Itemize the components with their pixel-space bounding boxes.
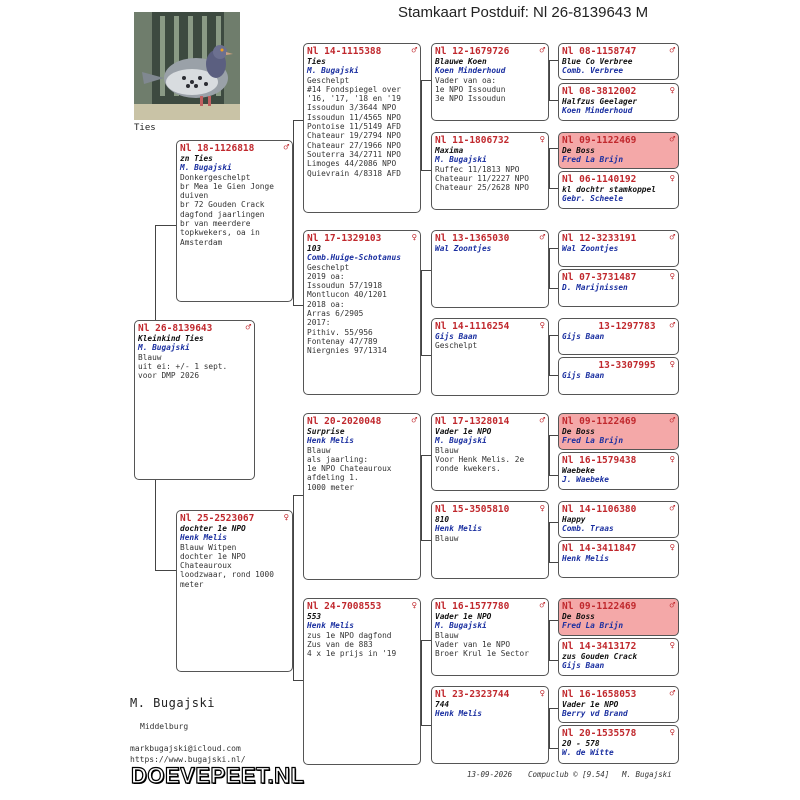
sex-icon: ♀ — [411, 233, 417, 243]
ring-number: Nl 14-1116254 — [435, 321, 510, 332]
owner-name: M. Bugajski — [180, 163, 232, 173]
sex-icon: ♂ — [539, 233, 545, 243]
sex-icon: ♀ — [539, 321, 545, 331]
pigeon-info: Geschelpt #14 Fondspiegel over '16, '17, '18 en '19 Issoudun 3/3644 NPO Issoudun 11/4565 NPO Pontoise 11/5149 AFD Chateaur 19/2794 NPO Chateaur 27/1966 NPO Souterra 34/2711 NPO Limoges 44/2086 NPO Quievrain 4/8318 AFD — [307, 75, 401, 178]
connector — [549, 60, 558, 61]
pigeon-card-mmm[interactable] — [431, 686, 549, 764]
pigeon-name: Surprise — [307, 427, 345, 436]
owner-name: Koen Minderhoud — [435, 66, 506, 76]
connector — [549, 100, 558, 101]
pigeon-name: Blauwe Koen — [435, 57, 487, 66]
pigeon-name: kl dochtr stamkoppel — [562, 185, 656, 194]
owner-name: Fred La Brijn — [562, 436, 624, 446]
ring-number-row — [435, 46, 545, 57]
ring-number: Nl 26-8139643 — [138, 323, 213, 334]
pigeon-card-g4[interactable] — [558, 171, 679, 209]
pigeon-name: 103 — [307, 244, 322, 253]
ring-number: Nl 16-1658053 — [562, 689, 637, 700]
pigeon-name: 810 — [435, 515, 450, 524]
owner-name: D. Marijnissen — [562, 283, 628, 292]
sex-icon: ♂ — [539, 601, 545, 611]
connector — [293, 305, 303, 306]
pigeon-name: Vader 1e NPO — [562, 700, 619, 709]
owner-name: Comb. Verbree — [562, 66, 624, 76]
connector — [549, 522, 558, 523]
pigeon-card-g5[interactable] — [558, 230, 679, 267]
pigeon-name: De Boss — [562, 612, 595, 621]
pigeon-card-fff[interactable] — [431, 43, 549, 121]
ring-number: Nl 06-1140192 — [562, 174, 637, 185]
sex-icon: ♀ — [669, 174, 675, 184]
connector — [421, 455, 431, 456]
pigeon-card-mff[interactable] — [431, 413, 549, 491]
pigeon-name: Blue Co Verbree — [562, 57, 633, 66]
pigeon-name: Maxima — [435, 146, 464, 155]
pigeon-card-g1[interactable] — [558, 43, 679, 80]
connector — [549, 708, 558, 709]
connector — [155, 480, 156, 570]
ring-number-row — [307, 601, 417, 612]
pigeon-card-g6[interactable] — [558, 269, 679, 307]
connector — [421, 640, 422, 725]
connector — [421, 270, 422, 355]
pigeon-card-g9[interactable] — [558, 413, 679, 450]
sex-icon: ♀ — [669, 455, 675, 465]
owner-name: Koen Minderhoud — [562, 106, 633, 116]
sex-icon: ♂ — [669, 46, 675, 56]
sex-icon: ♂ — [669, 233, 675, 243]
sex-icon: ♀ — [539, 135, 545, 145]
watermark-logo: DOEVEPEET.NL — [131, 763, 305, 788]
pigeon-card-g7[interactable] — [558, 318, 679, 355]
ring-number: Nl 08-3812002 — [562, 86, 637, 97]
breeder-email-link[interactable]: markbugajski@icloud.com — [130, 744, 241, 753]
sex-icon: ♂ — [669, 601, 675, 611]
owner-contact-block — [130, 696, 246, 765]
connector — [549, 562, 558, 563]
footer-date: 13-09-2026 — [467, 770, 513, 779]
sex-icon: ♂ — [669, 689, 675, 699]
connector — [293, 495, 294, 680]
ring-number-row — [562, 272, 675, 283]
photo-caption: Ties — [134, 123, 156, 133]
ring-number: Nl 09-1122469 — [562, 601, 637, 612]
owner-name: Gijs Baan — [562, 371, 605, 380]
sex-icon: ♀ — [669, 86, 675, 96]
owner-name: Gijs Baan — [435, 332, 478, 341]
pigeon-name: Kleinkind Ties — [138, 334, 204, 343]
connector — [549, 288, 558, 289]
pigeon-info: Geschelpt 2019 oa: Issoudun 57/1918 Montlucon 40/1201 2018 oa: Arras 6/2905 2017: Pithiv. 55/956 Fontenay 47/789 Niergnies 97/1314 — [307, 262, 387, 356]
connector — [293, 495, 303, 496]
connector — [549, 620, 550, 660]
connector — [421, 540, 431, 541]
sex-icon: ♂ — [539, 46, 545, 56]
pigeon-info: zus 1e NPO dagfond Zus van de 883 4 x 1e prijs in '19 — [307, 630, 397, 659]
owner-name: M. Bugajski — [435, 155, 487, 165]
pigeon-name: 553 — [307, 612, 322, 621]
ring-number-row — [562, 543, 675, 554]
ring-number: Nl 16-1577780 — [435, 601, 510, 612]
pigeon-card-g3[interactable] — [558, 132, 679, 169]
ring-number: Nl 09-1122469 — [562, 135, 637, 146]
owner-name: Wal Zoontjes — [435, 244, 492, 253]
pigeon-info: Blauw Voor Henk Melis. 2e ronde kwekers. — [435, 445, 525, 474]
ring-number-row — [562, 504, 675, 515]
pigeon-name: Waebeke — [562, 466, 595, 475]
pigeon-name: zus Gouden Crack — [562, 652, 638, 661]
connector — [549, 660, 558, 661]
pigeon-name: Halfzus Geelager — [562, 97, 638, 106]
owner-name: Gijs Baan — [562, 661, 605, 671]
owner-name: Henk Melis — [435, 524, 482, 534]
connector — [549, 248, 550, 288]
owner-name: Henk Melis — [435, 709, 482, 719]
ring-number-row — [562, 728, 675, 739]
owner-name: Gijs Baan — [562, 332, 605, 341]
pigeon-card-g14[interactable] — [558, 638, 679, 676]
pigeon-card-g15[interactable] — [558, 686, 679, 723]
connector — [421, 80, 422, 170]
connector — [549, 335, 558, 336]
sex-icon: ♂ — [669, 135, 675, 145]
owner-name: Henk Melis — [307, 621, 354, 631]
connector — [293, 680, 303, 681]
connector — [549, 248, 558, 249]
ring-number: Nl 23-2323744 — [435, 689, 510, 700]
sex-icon: ♂ — [411, 416, 417, 426]
connector — [549, 148, 558, 149]
sex-icon: ♂ — [669, 416, 675, 426]
connector — [549, 435, 558, 436]
ring-number-row — [562, 86, 675, 97]
pigeon-card-mf[interactable] — [303, 413, 421, 580]
pigeon-card-main[interactable] — [134, 320, 255, 480]
pigeon-info: Vader van oa: 1e NPO Issoudun 3e NPO Issoudun — [435, 75, 506, 104]
owner-name: Berry vd Brand — [562, 709, 628, 719]
connector — [421, 355, 431, 356]
breeder-website-link[interactable]: https://www.bugajski.nl/ — [130, 755, 246, 764]
owner-name: M. Bugajski — [435, 621, 487, 631]
pigeon-name: Vader 1e NPO — [435, 427, 492, 436]
pigeon-card-g12[interactable] — [558, 540, 679, 578]
pigeon-card-fmf[interactable] — [431, 230, 549, 308]
owner-name: M. Bugajski — [435, 436, 487, 446]
pigeon-name: Happy — [562, 515, 586, 524]
ring-number: Nl 07-3731487 — [562, 272, 637, 283]
connector — [549, 188, 558, 189]
connector — [155, 570, 176, 571]
ring-number-row — [435, 233, 545, 244]
ring-number: Nl 14-3413172 — [562, 641, 637, 652]
pigeon-card-g11[interactable] — [558, 501, 679, 538]
pigeon-card-ffm[interactable] — [431, 132, 549, 210]
connector — [549, 748, 558, 749]
connector — [549, 335, 550, 375]
pigeon-card-mmf[interactable] — [431, 598, 549, 676]
pigeon-card-g8[interactable] — [558, 357, 679, 395]
pigeon-card-g2[interactable] — [558, 83, 679, 121]
sex-icon: ♀ — [669, 543, 675, 553]
ring-number: Nl 09-1122469 — [562, 416, 637, 427]
pigeon-name: 20 - 578 — [562, 739, 600, 748]
pigeon-name: Vader 1e NPO — [435, 612, 492, 621]
pigeon-card-ff[interactable] — [303, 43, 421, 213]
pigeon-image — [134, 12, 240, 120]
pigeon-card-g10[interactable] — [558, 452, 679, 490]
sex-icon: ♀ — [539, 689, 545, 699]
sex-icon: ♀ — [669, 641, 675, 651]
ring-number: Nl 14-3411847 — [562, 543, 637, 554]
pigeon-card-g13[interactable] — [558, 598, 679, 636]
pigeon-name: dochter 1e NPO — [180, 524, 246, 533]
ring-number-row — [435, 135, 545, 146]
connector — [293, 120, 294, 305]
ring-number-row — [307, 46, 417, 57]
connector — [421, 640, 431, 641]
connector — [549, 708, 550, 748]
owner-name: Fred La Brijn — [562, 155, 624, 165]
sex-icon: ♀ — [669, 272, 675, 282]
ring-number-row — [562, 233, 675, 244]
connector — [549, 620, 558, 621]
owner-name: W. de Witte — [562, 748, 614, 758]
pigeon-info: Blauw uit ei: +/- 1 sept. voor DMP 2026 — [138, 352, 228, 381]
pedigree-title: Stamkaart Postduif: Nl 26-8139643 M — [398, 4, 649, 21]
owner-name: Gebr. Scheele — [562, 194, 624, 204]
ring-number: Nl 20-2020048 — [307, 416, 382, 427]
owner-name: M. Bugajski — [307, 66, 359, 76]
pigeon-info: Donkergeschelpt br Mea 1e Gien Jonge duiven br 72 Gouden Crack dagfond jaarlingen br van meerdere topkwekers, oa in Amsterdam — [180, 172, 274, 247]
sex-icon: ♀ — [411, 601, 417, 611]
pigeon-name: De Boss — [562, 427, 595, 436]
ring-number: Nl 12-1679726 — [435, 46, 510, 57]
ring-number-row — [435, 689, 545, 700]
ring-number-row — [562, 174, 675, 185]
ring-number: Nl 13-1365030 — [435, 233, 510, 244]
ring-number-row — [562, 135, 675, 146]
connector — [421, 725, 431, 726]
connector — [421, 170, 431, 171]
owner-name: Comb.Huige-Schotanus — [307, 253, 401, 263]
pigeon-card-g16[interactable] — [558, 725, 679, 764]
pigeon-name: Ties — [307, 57, 326, 66]
sex-icon: ♀ — [283, 513, 289, 523]
pigeon-card-father[interactable] — [176, 140, 293, 302]
ring-number: Nl 17-1328014 — [435, 416, 510, 427]
ring-number-row — [435, 321, 545, 332]
pigeon-info: Ruffec 11/1813 NPO Chateaur 11/2227 NPO Chateaur 25/2628 NPO — [435, 164, 529, 193]
owner-name: Henk Melis — [180, 533, 227, 543]
pigeon-info: Geschelpt — [435, 341, 478, 351]
ring-number: Nl 14-1106380 — [562, 504, 637, 515]
pigeon-card-mother[interactable] — [176, 510, 293, 672]
footer-owner: M. Bugajski — [622, 770, 672, 779]
ring-number: Nl 11-1806732 — [435, 135, 510, 146]
ring-number: Nl 15-3505810 — [435, 504, 510, 515]
ring-number: 13-3307995 — [598, 360, 656, 371]
connector — [549, 60, 550, 100]
ring-number-row — [562, 321, 675, 332]
connector — [549, 375, 558, 376]
pigeon-info: Blauw Witpen dochter 1e NPO Chateauroux loodzwaar, rond 1000 meter — [180, 542, 274, 589]
sex-icon: ♂ — [245, 323, 251, 333]
ring-number-row — [562, 455, 675, 466]
ring-number-row — [562, 641, 675, 652]
ring-number: Nl 12-3233191 — [562, 233, 637, 244]
ring-number-row — [180, 143, 289, 154]
breeder-name: M. Bugajski — [130, 696, 215, 710]
sex-icon: ♂ — [283, 143, 289, 153]
ring-number-row — [307, 233, 417, 244]
sex-icon: ♀ — [539, 504, 545, 514]
pigeon-info: Blauw — [435, 533, 459, 543]
owner-name: Wal Zoontjes — [562, 244, 619, 253]
owner-name: M. Bugajski — [138, 343, 190, 353]
ring-number: Nl 20-1535578 — [562, 728, 637, 739]
connector — [549, 435, 550, 475]
pigeon-card-mm[interactable] — [303, 598, 421, 765]
connector — [421, 270, 431, 271]
connector — [155, 225, 176, 226]
connector — [421, 455, 422, 540]
breeder-city: Middelburg — [140, 722, 189, 731]
ring-number-row — [307, 416, 417, 427]
connector — [293, 120, 303, 121]
connector — [549, 522, 550, 562]
sex-icon: ♂ — [411, 46, 417, 56]
ring-number-row — [562, 46, 675, 57]
connector — [549, 148, 550, 188]
ring-number: Nl 14-1115388 — [307, 46, 382, 57]
pigeon-info: Blauw als jaarling: 1e NPO Chateauroux afdeling 1. 1000 meter — [307, 445, 392, 492]
owner-name: Comb. Traas — [562, 524, 614, 534]
connector — [549, 475, 558, 476]
ring-number-row — [562, 601, 675, 612]
ring-number-row — [562, 689, 675, 700]
owner-name: Fred La Brijn — [562, 621, 624, 631]
ring-number-row — [435, 601, 545, 612]
ring-number-row — [562, 360, 675, 371]
footer-software: Compuclub © [9.54] — [528, 770, 610, 779]
sex-icon: ♂ — [669, 321, 675, 331]
pigeon-photo — [134, 12, 240, 120]
pigeon-name: De Boss — [562, 146, 595, 155]
ring-number-row — [435, 416, 545, 427]
ring-number-row — [138, 323, 251, 334]
pigeon-card-fm[interactable] — [303, 230, 421, 395]
ring-number: Nl 08-1158747 — [562, 46, 637, 57]
ring-number: 13-1297783 — [598, 321, 656, 332]
ring-number-row — [562, 416, 675, 427]
pigeon-card-fmm[interactable] — [431, 318, 549, 396]
owner-name: J. Waebeke — [562, 475, 609, 485]
connector — [421, 80, 431, 81]
ring-number: Nl 25-2523067 — [180, 513, 255, 524]
ring-number: Nl 18-1126818 — [180, 143, 255, 154]
sex-icon: ♀ — [669, 728, 675, 738]
ring-number-row — [435, 504, 545, 515]
sex-icon: ♂ — [669, 504, 675, 514]
pigeon-info: Blauw Vader van 1e NPO Broer Krul 1e Sector — [435, 630, 529, 659]
sex-icon: ♂ — [539, 416, 545, 426]
sex-icon: ♀ — [669, 360, 675, 370]
ring-number: Nl 24-7008553 — [307, 601, 382, 612]
pigeon-card-mfm[interactable] — [431, 501, 549, 579]
ring-number: Nl 17-1329103 — [307, 233, 382, 244]
owner-name: Henk Melis — [562, 554, 609, 563]
ring-number-row — [180, 513, 289, 524]
connector — [155, 225, 156, 320]
ring-number: Nl 16-1579438 — [562, 455, 637, 466]
pigeon-name: 744 — [435, 700, 450, 709]
owner-name: Henk Melis — [307, 436, 354, 446]
pigeon-name: zn Ties — [180, 154, 213, 163]
